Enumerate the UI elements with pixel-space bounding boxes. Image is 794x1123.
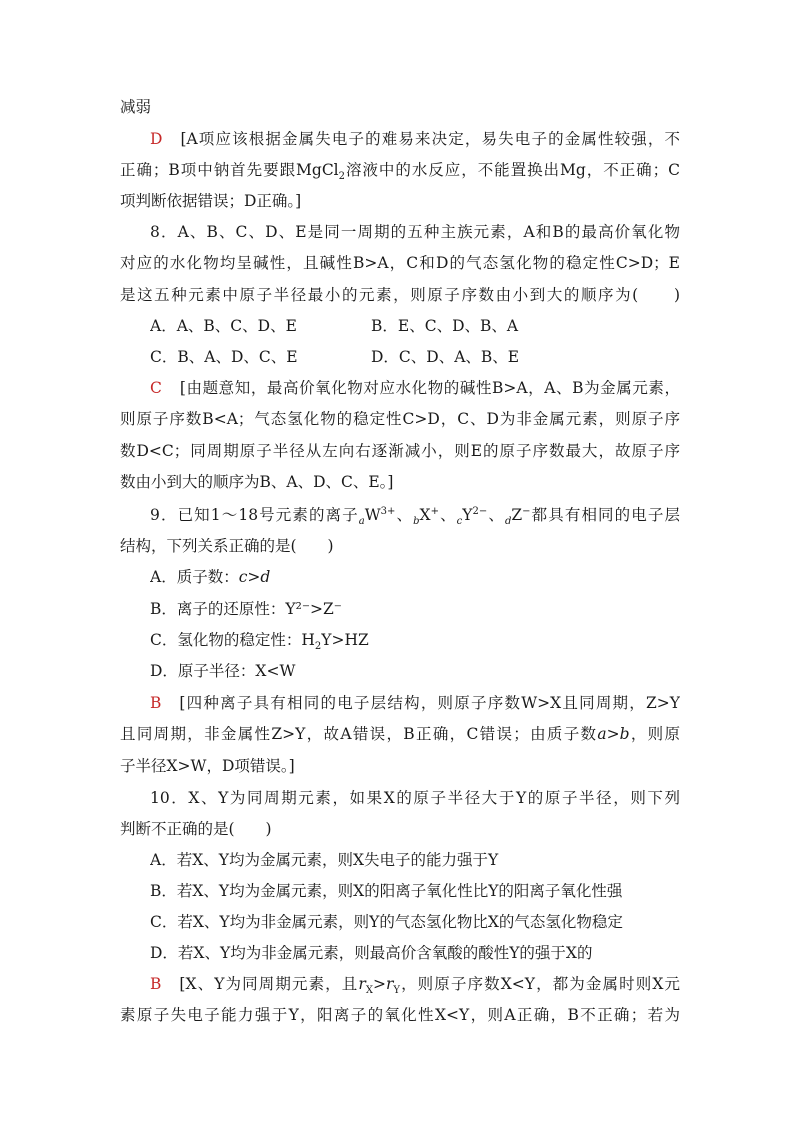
q8-stem-line-2: 对应的水化物均呈碱性，且碱性B>A，C和D的气态氢化物的稳定性C>D；E [120,254,680,272]
q10-option-c: C．若X、Y均为非金属元素，则Y的气态氢化物比X的气态氢化物稳定 [150,913,623,931]
q10-expl-1b: ，则原子序数X<Y，都为金属时则X元 [399,975,680,993]
q8-option-a: A．A、B、C、D、E [150,317,297,335]
q9-sep1: 、 [395,506,414,524]
q9-opt-c-b: Y>HZ [321,631,369,649]
q9-explanation-line-3: 子半径X>W，D项错误。] [120,757,295,775]
q9-z: Z [511,506,523,524]
q9-option-c [150,630,680,650]
q9-y-sup: 2− [472,505,488,517]
continuation-text: 减弱 [120,98,152,116]
q8-explanation-line-2: 则原子序数B<A；气态氢化物的稳定性C>D，C、D为非金属元素，则原子序 [120,410,680,428]
q9-answer: B [150,694,162,712]
q9-option-a [150,567,680,587]
q9-explanation-line-1 [150,693,680,713]
q10-answer: B [150,975,162,993]
q9-stem-1a: 9．已知1～18号元素的离子 [150,506,359,524]
q9-explanation-line-2 [120,724,680,744]
q10-explanation-line-2: 素原子失电子能力强于Y，阳离子的氧化性X<Y，则A正确，B不正确；若为 [120,1006,680,1024]
q9-w-pre: a [358,516,365,525]
q8-explanation-line-3: 数D<C；同周期原子半径从左向右逐渐减小，则E的原子序数最大，故原子序 [120,442,680,460]
q7-explanation-line-2 [120,160,680,180]
q7-answer: D [150,130,163,148]
q9-w-sup: 3+ [380,505,396,517]
q7-expl-2a: 正确；B项中钠首先要跟MgCl [120,161,339,179]
q8-expl-1: [由题意知，最高价氧化物对应水化物的碱性B>A，A、B为金属元素， [179,379,680,397]
q9-opt-a-pre: A．质子数： [150,568,239,586]
q9-stem-line-1 [150,505,680,525]
q8-option-b: B．E、C、D、B、A [371,317,519,335]
q9-opt-c-a: C．氢化物的稳定性：H [150,631,315,649]
q10-r2-sub: Y [393,985,400,994]
q10-explanation-line-1 [150,974,680,994]
q10-r1: r [358,975,366,993]
q10-option-a: A．若X、Y均为金属元素，则X失电子的能力强于Y [150,851,499,869]
q9-expl-2b: ，则原 [629,725,680,743]
q9-w: W [364,506,381,524]
q9-expl-1: [四种离子具有相同的电子层结构，则原子序数W>X且同周期，Z>Y [179,694,680,712]
q8-stem-line-1: 8．A、B、C、D、E是同一周期的五种主族元素，A和B的最高价氧化物 [150,223,680,241]
q9-x-sup: + [430,505,439,517]
q10-option-b: B．若X、Y均为金属元素，则X的阳离子氧化性比Y的阳离子氧化性强 [150,882,623,900]
q7-explanation-line-3: 项判断依据错误；D正确。] [120,192,302,210]
q7-expl-2-sub: 2 [338,171,346,180]
q10-stem-line-2: 判断不正确的是( ) [120,820,272,838]
q9-z-pre: d [504,516,512,525]
q8-stem-line-3: 是这五种元素中原子半径最小的元素，则原子序数由小到大的顺序为( ) [120,286,680,304]
q10-r1-sub: X [365,985,373,994]
q8-option-d: D．C、D、A、B、E [371,348,520,366]
q9-stem-1b: 都具有相同的电子层 [530,506,680,524]
q9-stem-line-2: 结构，下列关系正确的是( ) [120,537,334,555]
q9-expl-2-expr: a>b [597,725,630,743]
q9-option-b: B．离子的还原性：Y²⁻>Z⁻ [150,600,342,618]
q9-opt-c-sub: 2 [314,641,322,650]
q10-stem-line-1: 10．X、Y为同周期元素，如果X的原子半径大于Y的原子半径，则下列 [150,789,680,807]
q8-explanation-line-4: 数由小到大的顺序为B、A、D、C、E。] [120,473,394,491]
q9-sep2: 、 [438,506,457,524]
q9-y: Y [462,506,473,524]
q9-z-sup: − [522,505,531,517]
q9-y-pre: c [456,516,463,525]
q8-option-c: C．B、A、D、C、E [150,348,298,366]
q7-expl-2b: 溶液中的水反应，不能置换出Mg，不正确；C [345,161,680,179]
q8-explanation-line-1 [150,378,680,398]
q10-gt: > [372,975,386,993]
q9-x: X [419,506,431,524]
q8-answer: C [150,379,162,397]
q10-r2: r [385,975,394,993]
q10-option-d: D．若X、Y均为非金属元素，则最高价含氧酸的酸性Y的强于X的 [150,944,593,962]
q9-expl-2a: 且同周期，非金属性Z>Y，故A错误，B正确，C错误；由质子数 [120,725,598,743]
q7-explanation-line-1 [150,129,680,149]
q10-expl-1a: [X、Y为同周期元素，且 [179,975,359,993]
q9-option-d: D．原子半径：X<W [150,662,296,680]
q9-sep3: 、 [487,506,505,524]
q9-x-pre: b [413,516,420,525]
q7-expl-1: [A项应该根据金属失电子的难易来决定，易失电子的金属性较强，不 [180,130,680,148]
q9-opt-a-expr: c>d [238,568,271,586]
